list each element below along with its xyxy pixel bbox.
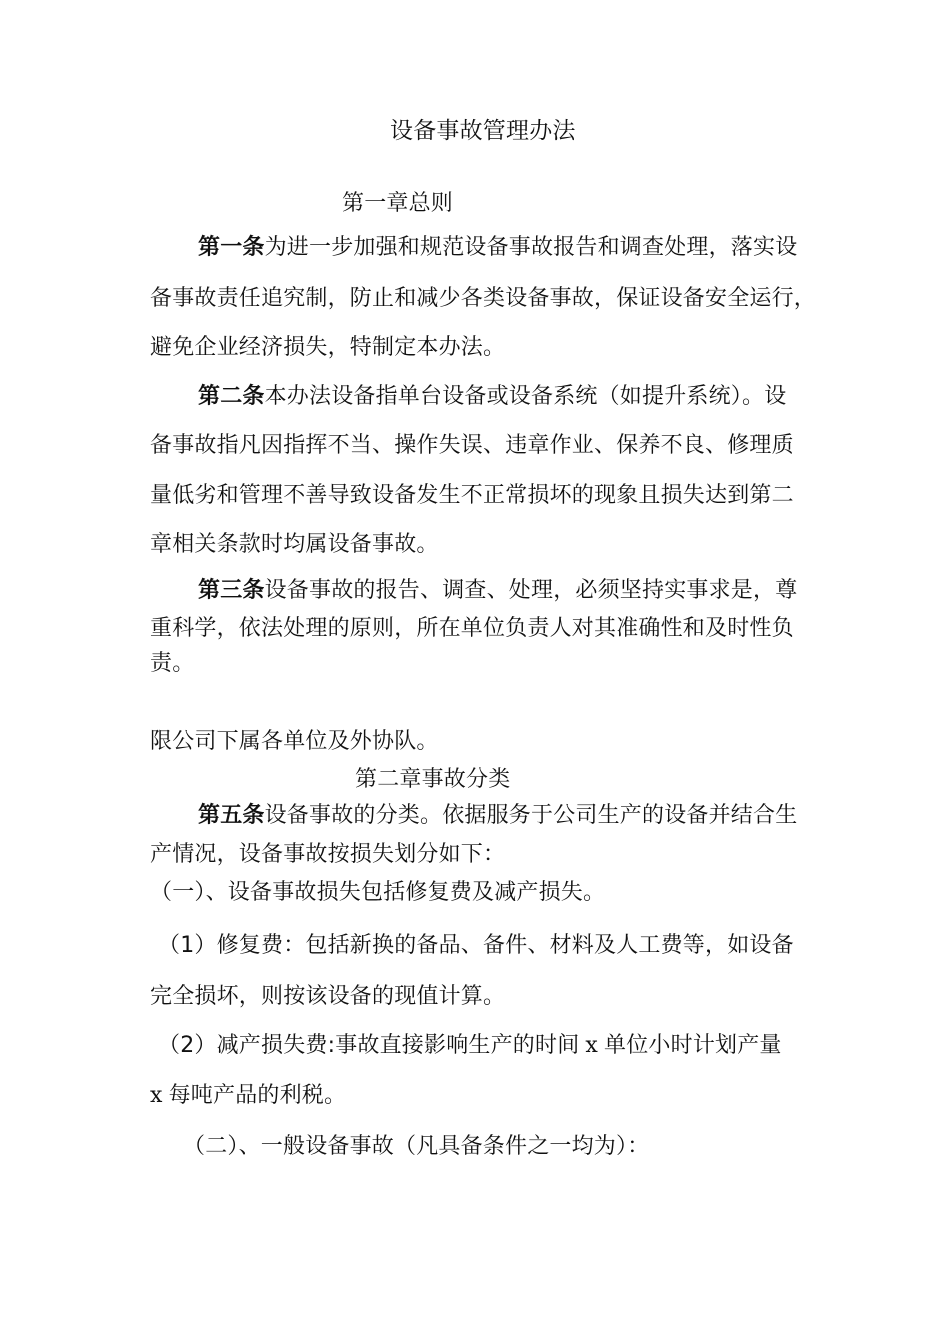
article-2-line: 量低劣和管理不善导致设备发生不正常损坏的现象且损失达到第二 [150,483,794,508]
chapter-heading: 第二章事故分类 [355,767,511,792]
document-title: 设备事故管理办法 [390,118,576,144]
article-label: 第五条 [198,803,265,828]
article-text: 为进一步加强和规范设备事故报告和调查处理，落实设 [264,235,798,260]
section-heading: （二）、一般设备事故（凡具备条件之一均为）： [183,1134,650,1159]
item-1-line: （1）修复费：包括新换的备品、备件、材料及人工费等，如设备 [158,933,794,958]
chapter-heading: 第一章总则 [342,191,454,216]
multiply-symbol: x [150,1083,163,1108]
article-1-line: 备事故责任追究制，防止和减少各类设备事故，保证设备安全运行， [150,286,817,311]
multiply-symbol: x [585,1033,599,1058]
item-2-line [158,1031,782,1061]
item-text: 单位小时计划产量 [604,1033,782,1058]
article-label: 第二条 [198,384,265,409]
article-2-line: 章相关条款时均属设备事故。 [150,532,439,557]
scope-line: 限公司下属各单位及外协队。 [150,729,439,754]
item-1-line: 完全损坏，则按该设备的现值计算。 [150,984,506,1009]
item-text: （2）减产损失费:事故直接影响生产的时间 [158,1033,580,1058]
section-heading: （一）、设备事故损失包括修复费及减产损失。 [150,880,606,905]
item-text: 每吨产品的利税。 [168,1083,347,1108]
article-1-line [198,233,797,263]
article-1-line: 避免企业经济损失，特制定本办法。 [150,335,506,360]
article-3-line: 重科学，依法处理的原则，所在单位负责人对其准确性和及时性负 [150,616,794,641]
item-2-line [150,1081,346,1111]
article-3-line: 责。 [150,651,195,676]
article-label: 第一条 [198,235,265,260]
article-text: 设备事故的报告、调查、处理，必须坚持实事求是，尊 [264,578,798,603]
article-3-line [198,576,797,606]
article-5-line: 产情况，设备事故按损失划分如下： [150,842,506,867]
article-2-line: 备事故指凡因指挥不当、操作失误、违章作业、保养不良、修理质 [150,433,794,458]
article-5-line [198,801,797,831]
article-2-line [198,382,786,412]
article-text: 本办法设备指单台设备或设备系统（如提升系统）。设 [264,384,787,409]
article-text: 设备事故的分类。依据服务于公司生产的设备并结合生 [264,803,798,828]
article-label: 第三条 [198,578,265,603]
